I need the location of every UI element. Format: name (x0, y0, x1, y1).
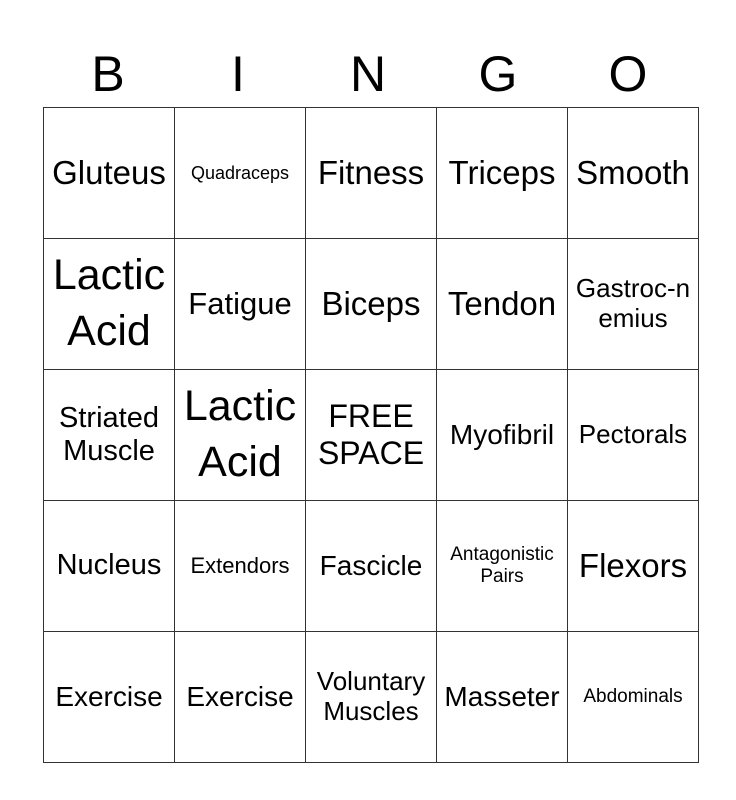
bingo-cell: Quadraceps (175, 108, 306, 239)
bingo-cell: Abdominals (568, 632, 699, 763)
bingo-cell: Triceps (437, 108, 568, 239)
bingo-cell: Exercise (44, 632, 175, 763)
grid-row (44, 108, 699, 239)
bingo-cell: Tendon (437, 239, 568, 370)
header-letter-o: O (608, 46, 648, 102)
bingo-cell: Gluteus (44, 108, 175, 239)
bingo-cell: Pectorals (568, 370, 699, 501)
bingo-cell: Lactic Acid (44, 239, 175, 370)
free-space-cell: FREE SPACE (306, 370, 437, 501)
bingo-cell: Fascicle (306, 501, 437, 632)
bingo-cell: Fitness (306, 108, 437, 239)
bingo-cell: Fatigue (175, 239, 306, 370)
bingo-cell: Masseter (437, 632, 568, 763)
bingo-cell: Smooth (568, 108, 699, 239)
bingo-cell: Flexors (568, 501, 699, 632)
bingo-cell: Lactic Acid (175, 370, 306, 501)
grid-row (44, 239, 699, 370)
header-letter-b: B (91, 46, 125, 102)
bingo-cell: Nucleus (44, 501, 175, 632)
bingo-cell: Gastroc-nemius (568, 239, 699, 370)
bingo-cell: Voluntary Muscles (306, 632, 437, 763)
bingo-cell: Exercise (175, 632, 306, 763)
bingo-cell: Extendors (175, 501, 306, 632)
bingo-grid (43, 107, 699, 763)
header-letter-n: N (349, 46, 387, 102)
grid-row (44, 632, 699, 763)
bingo-cell: Antagonistic Pairs (437, 501, 568, 632)
bingo-cell: Myofibril (437, 370, 568, 501)
grid-row (44, 370, 699, 501)
bingo-cell: Biceps (306, 239, 437, 370)
header-letter-g: G (478, 46, 518, 102)
header-letter-i: I (231, 46, 245, 102)
grid-row (44, 501, 699, 632)
bingo-header (43, 42, 693, 106)
bingo-cell: Striated Muscle (44, 370, 175, 501)
